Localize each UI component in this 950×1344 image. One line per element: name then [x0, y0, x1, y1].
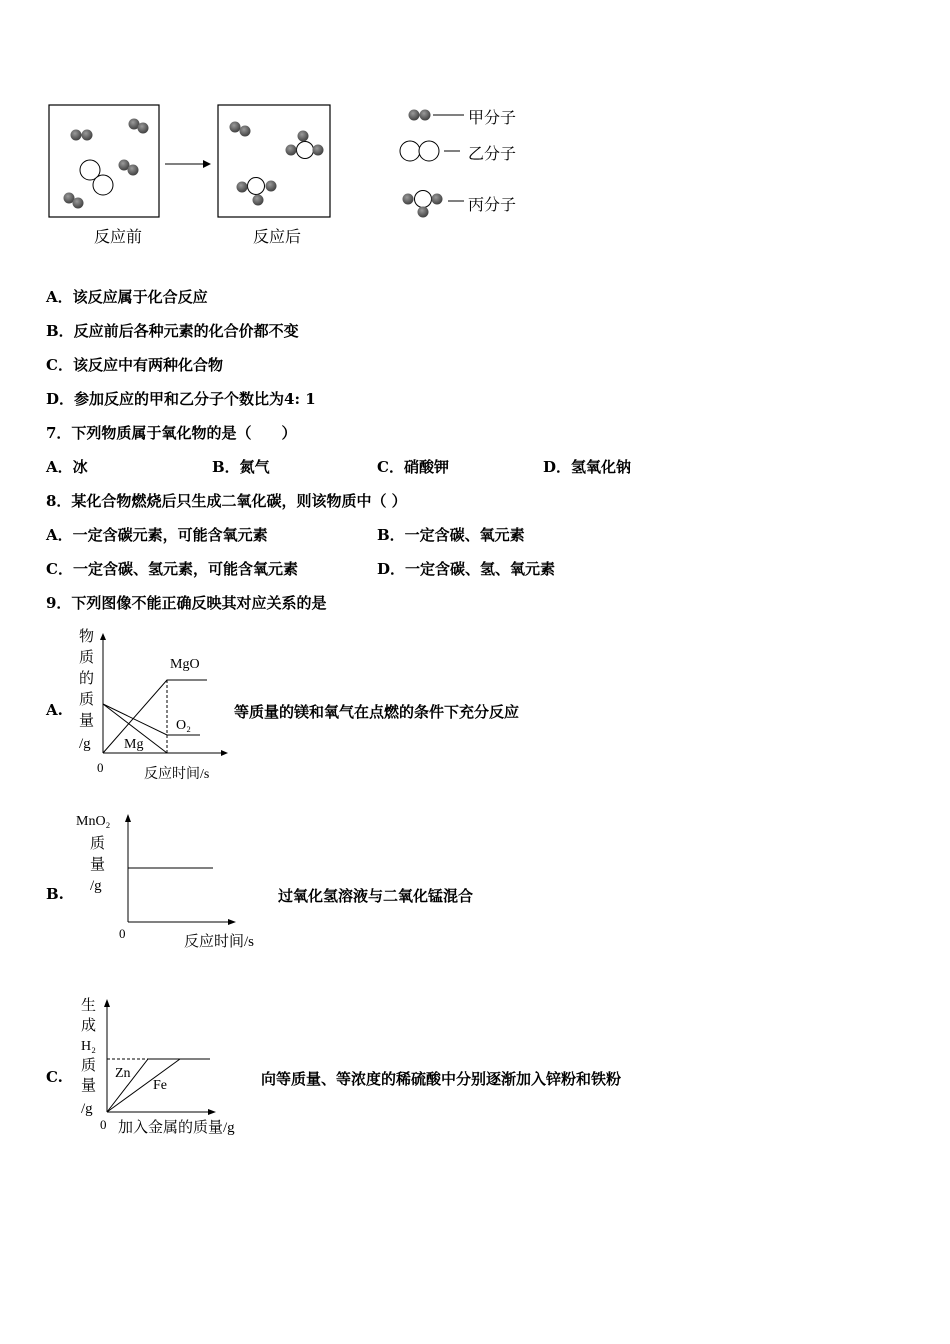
legend-jia-label: 甲分子	[468, 108, 517, 127]
graph-a	[70, 625, 240, 785]
legend-yi-icon	[400, 141, 460, 161]
q6-option-b: B．反应前后各种元素的化合价都不变	[46, 322, 299, 340]
jia-molecule	[129, 119, 149, 134]
bing-molecule	[286, 131, 324, 159]
graph-a-ylabel-char: 量	[79, 713, 95, 729]
graph-b-origin: 0	[119, 926, 126, 941]
graph-c-letter: C.	[46, 1068, 63, 1086]
q8-option-c: C．一定含碳、氢元素，可能含氧元素	[46, 560, 298, 578]
graph-a-ylabel-char: /g	[79, 736, 91, 752]
graph-b-description: 过氧化氢溶液与二氧化锰混合	[278, 887, 474, 905]
q9-stem: 9．下列图像不能正确反映其对应关系的是	[46, 594, 327, 612]
graph-a-letter: A.	[46, 701, 63, 719]
q7-option-b: B．氮气	[212, 458, 270, 476]
q8-option-d: D．一定含碳、氢、氧元素	[377, 560, 556, 578]
graph-a-ylabel-char: 的	[79, 671, 95, 687]
graph-c-series-label-zn: Zn	[115, 1066, 131, 1081]
graph-c-ylabel-char: 成	[81, 1018, 97, 1034]
graph-c-ylabel-char: 生	[81, 998, 97, 1014]
graph-c-ylabel-char: H₂	[81, 1039, 96, 1054]
graph-b-letter: B.	[46, 885, 64, 903]
graph-c-origin: 0	[100, 1117, 107, 1132]
bing-molecule	[237, 178, 277, 206]
graph-a-series-label-o2: O₂	[176, 718, 191, 733]
q8-option-a: A．一定含碳元素，可能含氧元素	[46, 526, 268, 544]
jia-molecule	[71, 130, 93, 141]
graph-c-ylabel-char: /g	[81, 1101, 93, 1117]
graph-b-ylabel-char: MnO₂	[76, 814, 111, 829]
q7-option-c: C．硝酸钾	[377, 458, 449, 476]
graph-c-description: 向等质量、等浓度的稀硫酸中分别逐渐加入锌粉和铁粉	[261, 1070, 622, 1088]
graph-c-ylabel-char: 量	[81, 1078, 97, 1094]
graph-b-ylabel-char: 质	[90, 836, 106, 852]
before-label: 反应前	[94, 227, 143, 246]
graph-c	[70, 993, 265, 1143]
graph-c-xlabel: 加入金属的质量/g	[118, 1120, 235, 1136]
q7-option-a: A．冰	[46, 458, 88, 476]
graph-a-description: 等质量的镁和氧气在点燃的条件下充分反应	[234, 703, 520, 721]
graph-b-ylabel-char: 量	[90, 857, 106, 873]
legend-yi-label: 乙分子	[468, 144, 517, 163]
graph-b-ylabel-char: /g	[90, 878, 102, 894]
after-label: 反应后	[253, 227, 302, 246]
q8-option-b: B．一定含碳、氧元素	[377, 526, 525, 544]
graph-b-xlabel: 反应时间/s	[184, 934, 255, 950]
graph-b	[70, 808, 280, 958]
q8-stem: 8．某化合物燃烧后只生成二氧化碳，则该物质中（ ）	[46, 492, 407, 510]
legend-bing-label: 丙分子	[468, 195, 517, 214]
graph-a-origin: 0	[97, 760, 104, 775]
jia-molecule	[119, 160, 139, 176]
q7-option-d: D．氢氧化钠	[543, 458, 632, 476]
jia-molecule	[64, 193, 84, 209]
q6-option-c: C．该反应中有两种化合物	[46, 356, 223, 374]
graph-a-xlabel: 反应时间/s	[144, 767, 210, 782]
graph-a-ylabel-char: 物	[79, 629, 95, 645]
yi-molecule	[80, 160, 113, 195]
graph-a-series-label-mg: Mg	[124, 737, 144, 752]
q6-option-d: D．参加反应的甲和乙分子个数比为4: 1	[46, 390, 316, 408]
graph-a-series-label-mgo: MgO	[170, 657, 200, 672]
q7-stem: 7．下列物质属于氧化物的是（ ）	[46, 424, 297, 442]
q6-option-a: A．该反应属于化合反应	[46, 288, 208, 306]
graph-c-ylabel-char: 质	[81, 1058, 97, 1074]
graph-a-ylabel-char: 质	[79, 650, 95, 666]
graph-c-series-label-fe: Fe	[153, 1078, 167, 1093]
graph-a-ylabel-char: 质	[79, 692, 95, 708]
legend-bing-icon	[403, 191, 465, 218]
jia-molecule	[230, 122, 251, 137]
legend-jia-icon	[409, 110, 465, 121]
